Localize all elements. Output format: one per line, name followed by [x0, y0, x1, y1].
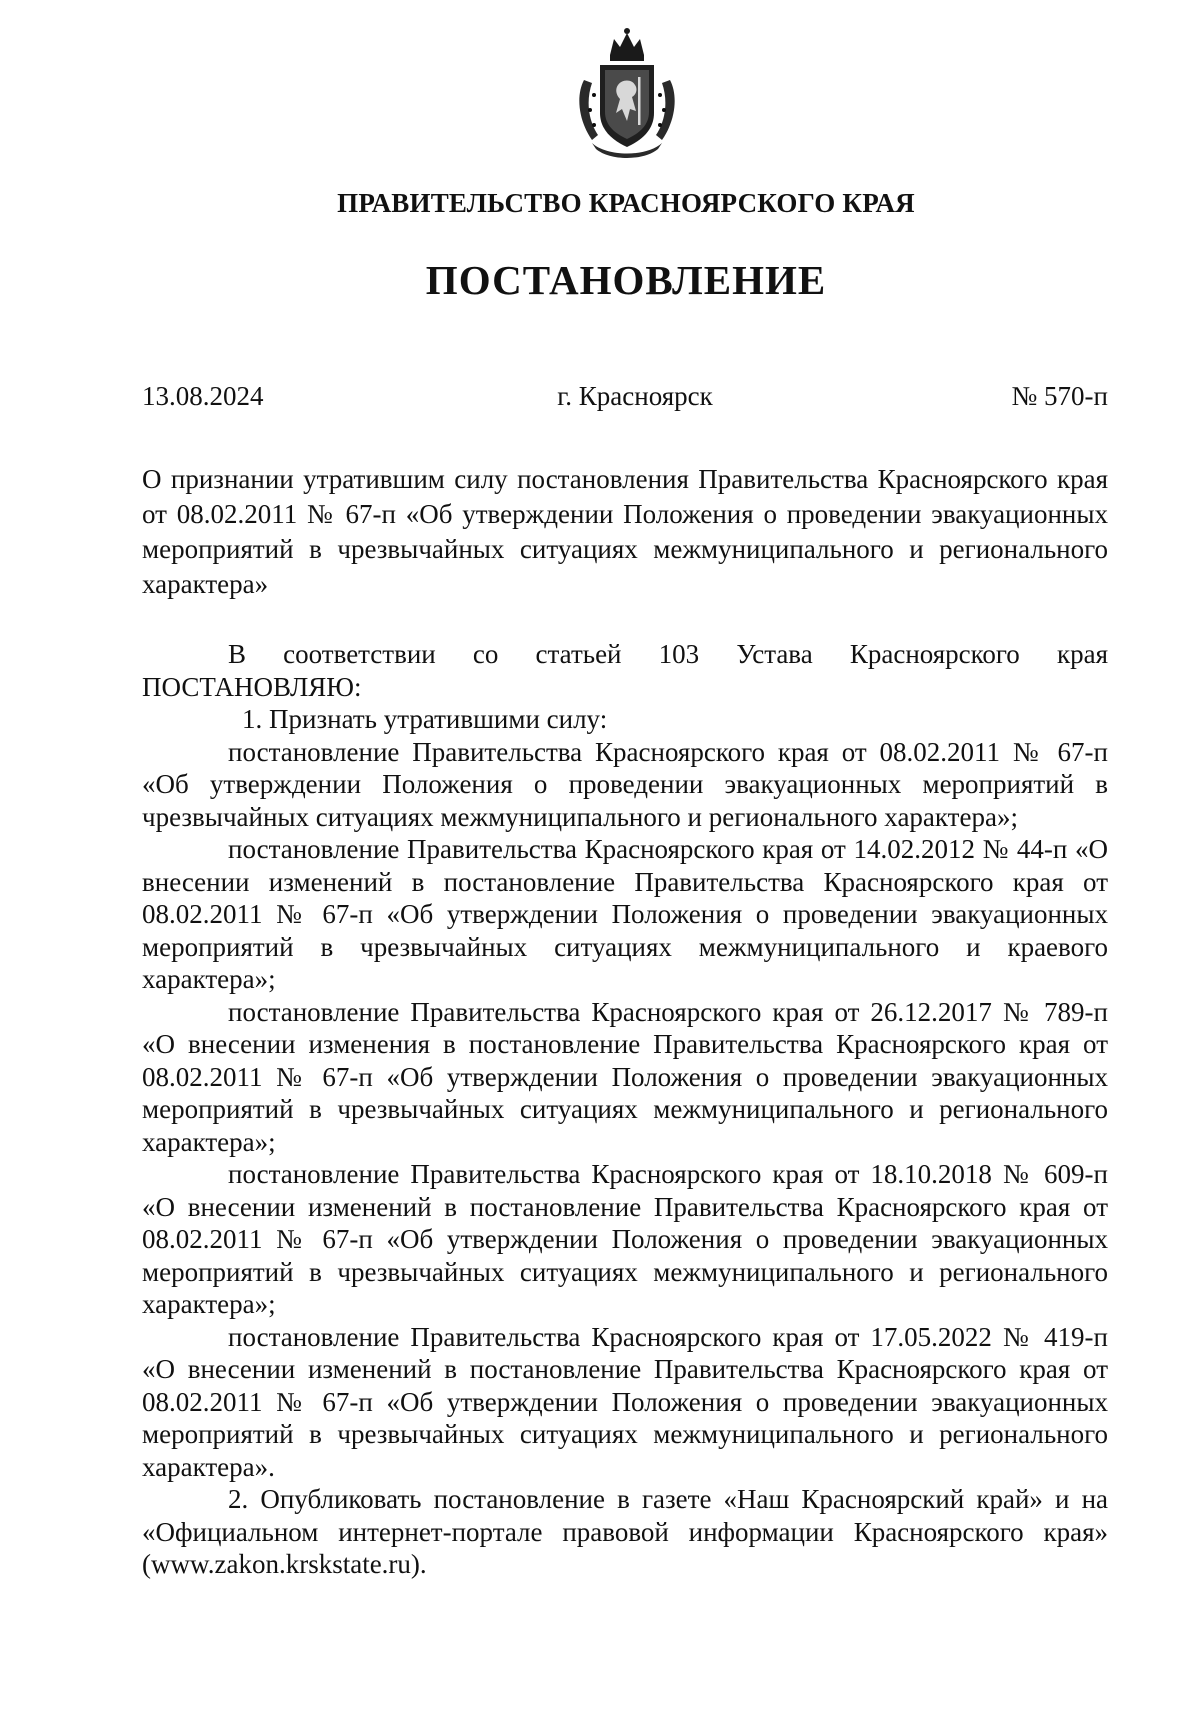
krasnoyarsk-krai-coat-of-arms-icon: [572, 25, 682, 165]
repealed-act-1: постановление Правительства Красноярского края от 08.02.2011 № 67-п «Об утверждении Положения о проведении эвакуационных мероприятий в чрезвычайных ситуациях межмуниципального и регионального характера»;: [142, 736, 1108, 832]
item-2-paragraph: 2. Опубликовать постановление в газете «Наш Красноярский край» и на «Официальном интернет-портале правовой информации Красноярского края» (www.zakon.krskstate.ru).: [142, 1484, 1108, 1579]
preamble-paragraph: В соответствии со статьей 103 Устава Красноярского края ПОСТАНОВЛЯЮ:: [142, 639, 1108, 702]
document-subject: О признании утратившим силу постановления Правительства Красноярского края от 08.02.2011 № 67-п «Об утверждении Положения о проведении эвакуационных мероприятий в чрезвычайных ситуациях межмуниципального и регионального характера»: [142, 464, 1108, 599]
repealed-act-3: постановление Правительства Красноярского края от 26.12.2017 № 789-п «О внесении изменения в постановление Правительства Красноярского края от 08.02.2011 № 67-п «Об утверждении Положения о проведении эвакуационных мероприятий в чрезвычайных ситуациях межмуниципального и регионального характера»;: [142, 996, 1108, 1157]
document-type-title: ПОСТАНОВЛЕНИЕ: [425, 257, 827, 303]
document-date: 13.08.2024: [142, 381, 264, 411]
organization-title: ПРАВИТЕЛЬСТВО КРАСНОЯРСКОГО КРАЯ: [337, 188, 915, 218]
document-number: № 570-п: [1011, 381, 1108, 411]
document-meta: [142, 381, 1108, 417]
item-1-heading: 1. Признать утратившими силу:: [242, 704, 608, 734]
repealed-act-2: постановление Правительства Красноярского края от 14.02.2012 № 44-п «О внесении изменений в постановление Правительства Красноярского края от 08.02.2011 № 67-п «Об утверждении Положения о проведении эвакуационных мероприятий в чрезвычайных ситуациях межмуниципального и краевого характера»;: [142, 834, 1108, 994]
repealed-act-5: постановление Правительства Красноярского края от 17.05.2022 № 419-п «О внесении изменений в постановление Правительства Красноярского края от 08.02.2011 № 67-п «Об утверждении Положения о проведении эвакуационных мероприятий в чрезвычайных ситуациях межмуниципального и регионального характера».: [142, 1321, 1108, 1482]
repealed-act-4: постановление Правительства Красноярского края от 18.10.2018 № 609-п «О внесении изменений в постановление Правительства Красноярского края от 08.02.2011 № 67-п «Об утверждении Положения о проведении эвакуационных мероприятий в чрезвычайных ситуациях межмуниципального и регионального характера»;: [142, 1159, 1108, 1319]
document-city: г. Красноярск: [557, 381, 713, 411]
document-body: [142, 638, 1108, 1581]
